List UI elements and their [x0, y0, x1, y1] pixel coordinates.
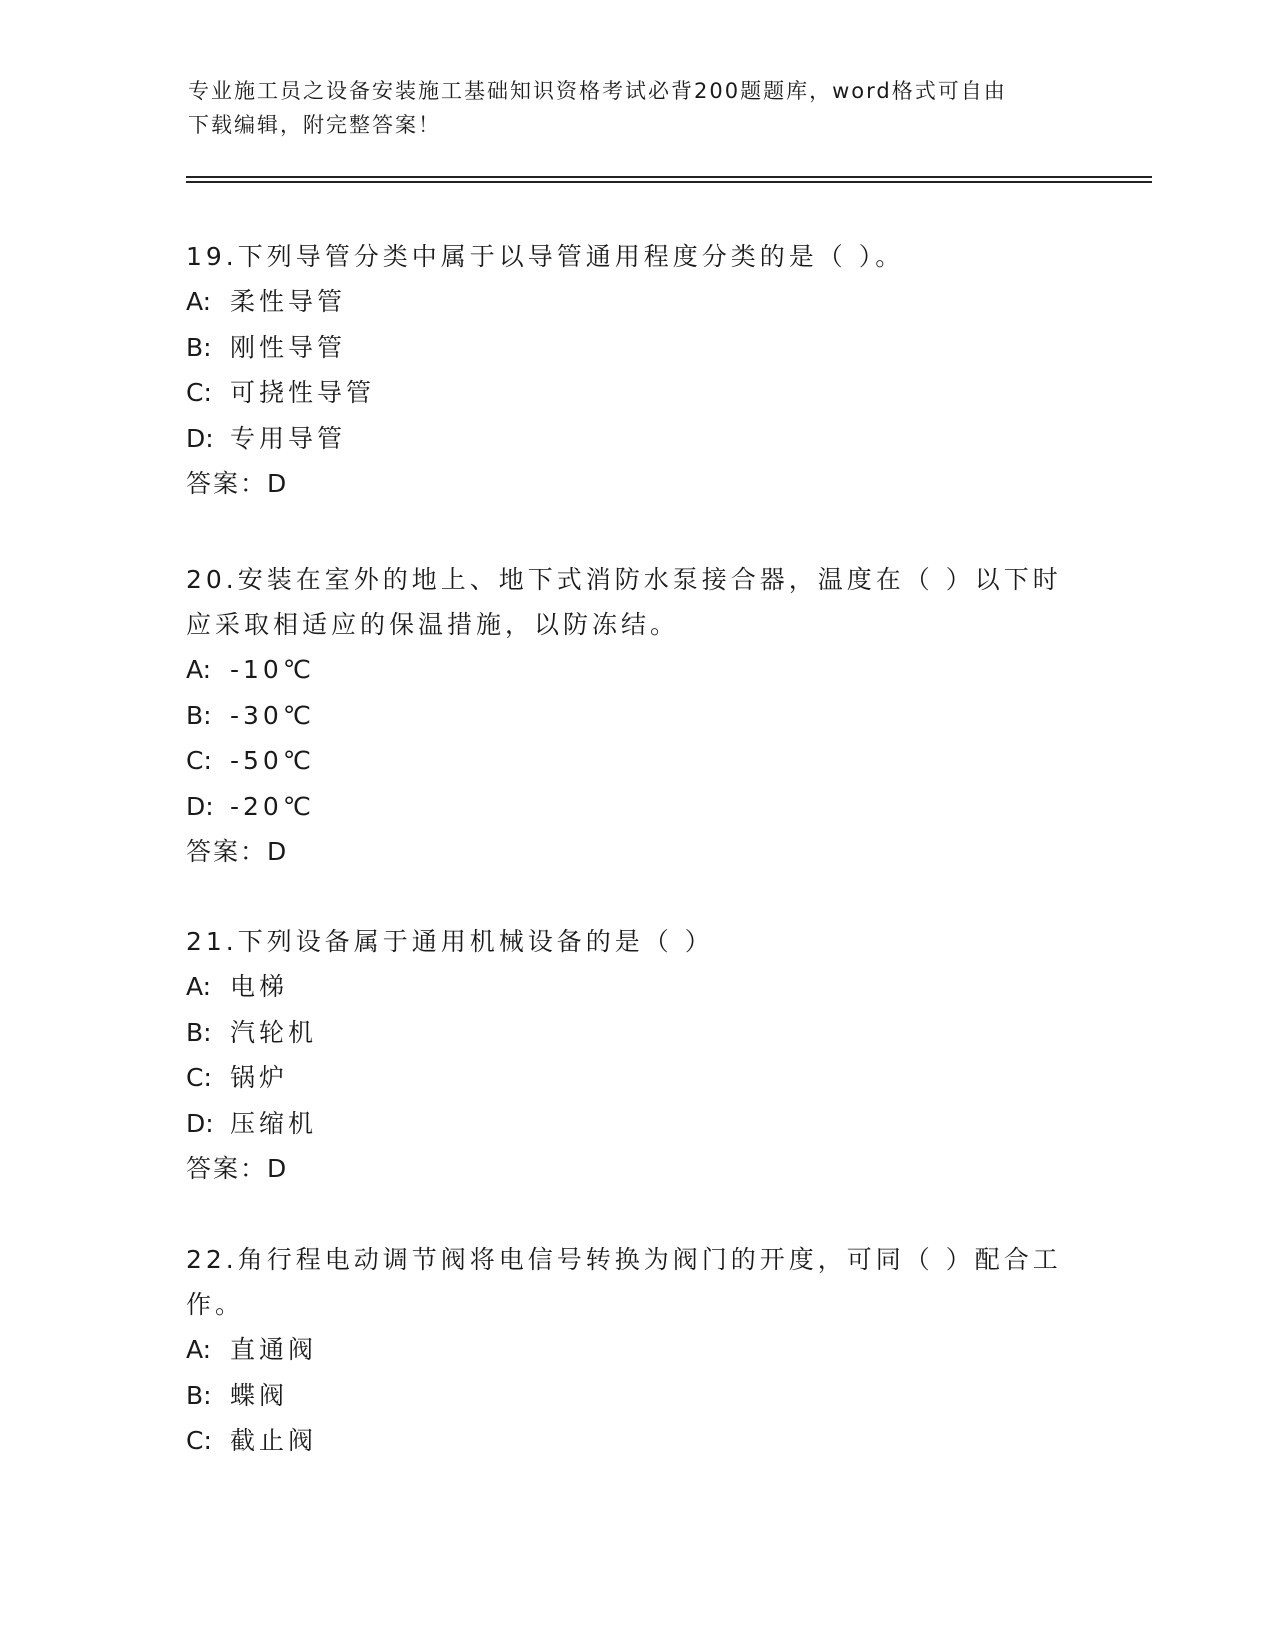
option-text: 压缩机	[230, 1108, 318, 1138]
option-text: 专用导管	[230, 423, 347, 453]
option-b	[186, 325, 1066, 371]
option-c	[186, 1418, 1066, 1464]
option-letter: B:	[186, 332, 212, 362]
option-letter: C:	[186, 746, 212, 775]
option-text: 锅炉	[230, 1063, 289, 1092]
option-letter: B:	[186, 700, 212, 730]
document-header	[188, 74, 1078, 142]
question-21	[186, 919, 1066, 1191]
option-text: -20℃	[230, 791, 315, 821]
option-letter: D:	[186, 791, 214, 821]
option-letter: A:	[186, 1335, 212, 1364]
option-c	[186, 738, 1066, 784]
answer-line: 答案：D	[186, 469, 289, 498]
option-a	[186, 279, 1066, 325]
question-22	[186, 1237, 1066, 1464]
option-d	[186, 416, 1066, 462]
header-divider-top	[186, 176, 1152, 178]
question-20	[186, 557, 1066, 874]
question-text: 19.下列导管分类中属于以导管通用程度分类的是（ ）。	[186, 242, 905, 271]
question-text: 20.安装在室外的地上、地下式消防水泵接合器，温度在（ ）以下时应采取相适应的保温措施，以防冻结。	[186, 565, 1062, 639]
option-letter: C:	[186, 378, 212, 407]
header-divider-bottom	[186, 181, 1152, 183]
option-letter: D:	[186, 423, 214, 453]
option-letter: B:	[186, 1017, 212, 1047]
answer-line: 答案：D	[186, 1154, 289, 1183]
option-text: 蝶阀	[230, 1380, 289, 1410]
option-text: 刚性导管	[230, 332, 347, 362]
option-letter: C:	[186, 1426, 212, 1455]
option-letter: B:	[186, 1380, 212, 1410]
option-b	[186, 1010, 1066, 1056]
option-letter: D:	[186, 1108, 214, 1138]
question-text: 22.角行程电动调节阀将电信号转换为阀门的开度，可同（ ）配合工作。	[186, 1245, 1062, 1319]
option-text: -30℃	[230, 700, 315, 730]
option-d	[186, 1101, 1066, 1147]
option-text: 电梯	[230, 972, 289, 1001]
option-b	[186, 693, 1066, 739]
option-a	[186, 647, 1066, 693]
option-c	[186, 370, 1066, 416]
option-d	[186, 784, 1066, 830]
option-b	[186, 1373, 1066, 1419]
option-text: -10℃	[230, 655, 315, 684]
option-a	[186, 964, 1066, 1010]
option-text: 柔性导管	[230, 287, 347, 316]
option-letter: A:	[186, 287, 212, 316]
option-c	[186, 1055, 1066, 1101]
option-text: 截止阀	[230, 1426, 318, 1455]
question-text: 21.下列设备属于通用机械设备的是（ ）	[186, 927, 714, 956]
option-a	[186, 1327, 1066, 1373]
option-text: 直通阀	[230, 1335, 318, 1364]
option-letter: A:	[186, 972, 212, 1001]
header-line-2: 下载编辑，附完整答案！	[188, 113, 441, 137]
option-letter: A:	[186, 655, 212, 684]
header-line-1: 专业施工员之设备安装施工基础知识资格考试必背200题题库，word格式可自由	[188, 79, 1007, 103]
question-19	[186, 234, 1066, 506]
answer-line: 答案：D	[186, 837, 289, 866]
option-text: 可挠性导管	[230, 378, 376, 407]
option-text: -50℃	[230, 746, 315, 775]
option-text: 汽轮机	[230, 1017, 318, 1047]
option-letter: C:	[186, 1063, 212, 1092]
